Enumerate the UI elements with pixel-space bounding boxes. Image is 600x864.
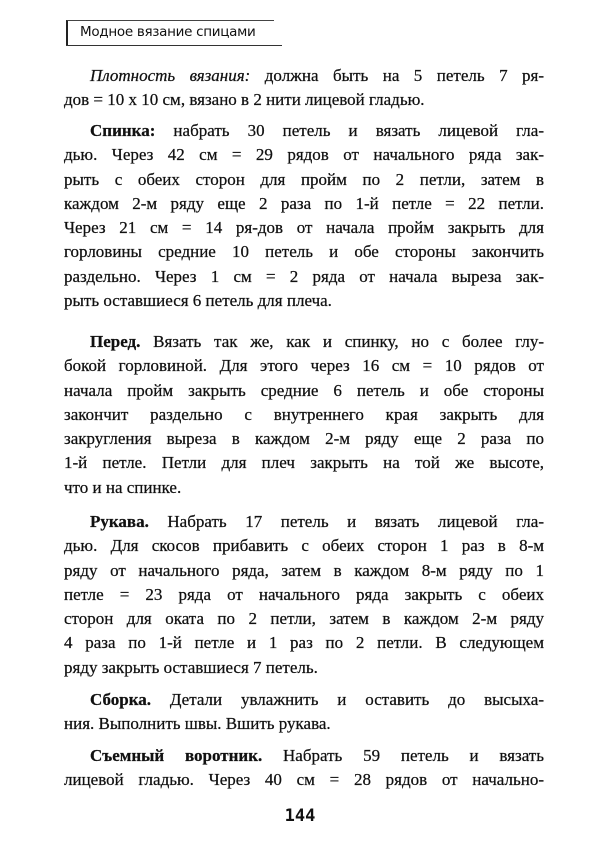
paragraph-lead: Рукава.: [90, 512, 149, 531]
text-line: [64, 119, 544, 143]
text-line: раздельно. Через 1 см = 2 ряда от начала выреза зак-: [64, 266, 544, 286]
page-number: 144: [284, 806, 316, 826]
paragraph-first-line: должна быть на 5 петель 7 ря-: [250, 66, 544, 85]
text-line: каждом 2-м ряду еще 2 раза по 1-й петле = 22 петли.: [64, 193, 544, 213]
text-line: закругления выреза в каждом 2-м ряду еще 2 раза по: [64, 429, 544, 449]
text-line: лицевой гладью. Через 40 см = 28 рядов от начально-: [64, 770, 544, 790]
paragraph-lead: Плотность вязания:: [90, 66, 251, 85]
text-line: дов = 10 х 10 см, вязано в 2 нити лицевой гладью.: [64, 90, 425, 110]
text-line: [64, 688, 544, 712]
text-line: дью. Через 42 см = 29 рядов от начального ряда зак-: [64, 145, 544, 165]
paragraph-first-line: Детали увлажнить и оставить до высыха-: [151, 690, 544, 709]
text-line: [64, 510, 544, 534]
paragraph-first-line: Вязать так же, как и спинку, но с более глу-: [140, 332, 544, 351]
text-line: рыть с обеих сторон для пройм по 2 петли, затем в: [64, 169, 544, 189]
paragraph-lead: Сборка.: [90, 690, 152, 709]
running-header-box: [66, 20, 274, 45]
paragraph: [64, 510, 544, 680]
paragraph-first-line: набрать 30 петель и вязать лицевой гла-: [155, 121, 544, 140]
paragraph-lead: Съемный воротник.: [90, 746, 263, 765]
paragraph-first-line: Набрать 59 петель и вязать: [262, 746, 544, 765]
text-line: [64, 64, 544, 88]
text-line: бокой горловиной. Для этого через 16 см = 10 рядов от: [64, 356, 544, 376]
running-header: Модное вязание спицами: [80, 24, 256, 40]
text-line: ния. Выполнить швы. Вшить рукава.: [64, 714, 331, 734]
paragraph: [64, 744, 544, 793]
text-line: сторон для оката по 2 петли, затем в каждом 2-м ряду: [64, 609, 544, 629]
paragraph: [64, 330, 544, 500]
text-line: дью. Для скосов прибавить с обеих сторон 1 раз в 8-м: [64, 536, 544, 556]
header-divider: [66, 45, 282, 46]
text-line: ряду от начального ряда, затем в каждом 8-м ряду по 1: [64, 560, 544, 580]
text-line: Через 21 см = 14 ря-дов от начала пройм закрыть для: [64, 218, 544, 238]
text-line: [64, 330, 544, 354]
text-line: начала пройм закрыть средние 6 петель и обе стороны: [64, 380, 544, 400]
text-line: 1-й петле. Петли для плеч закрыть на той же высоте,: [64, 453, 544, 473]
paragraph: [64, 119, 544, 313]
text-line: рыть оставшиеся 6 петель для плеча.: [64, 291, 332, 311]
paragraph-first-line: Набрать 17 петель и вязать лицевой гла-: [148, 512, 544, 531]
text-line: закончит раздельно с внутреннего края закрыть для: [64, 404, 544, 424]
text-line: 4 раза по 1-й петле и 1 раз по 2 петли. В следующем: [64, 633, 544, 653]
paragraph: [64, 64, 544, 113]
text-line: петле = 23 ряда от начального ряда закрыть с обеих: [64, 584, 544, 604]
paragraph-lead: Перед.: [90, 332, 141, 351]
text-line: горловины средние 10 петель и обе стороны закончить: [64, 242, 544, 262]
paragraph: [64, 688, 544, 737]
text-line: что и на спинке.: [64, 477, 182, 497]
text-line: ряду закрыть оставшиеся 7 петель.: [64, 657, 318, 677]
paragraph-lead: Спинка:: [90, 121, 156, 140]
text-line: [64, 744, 544, 768]
